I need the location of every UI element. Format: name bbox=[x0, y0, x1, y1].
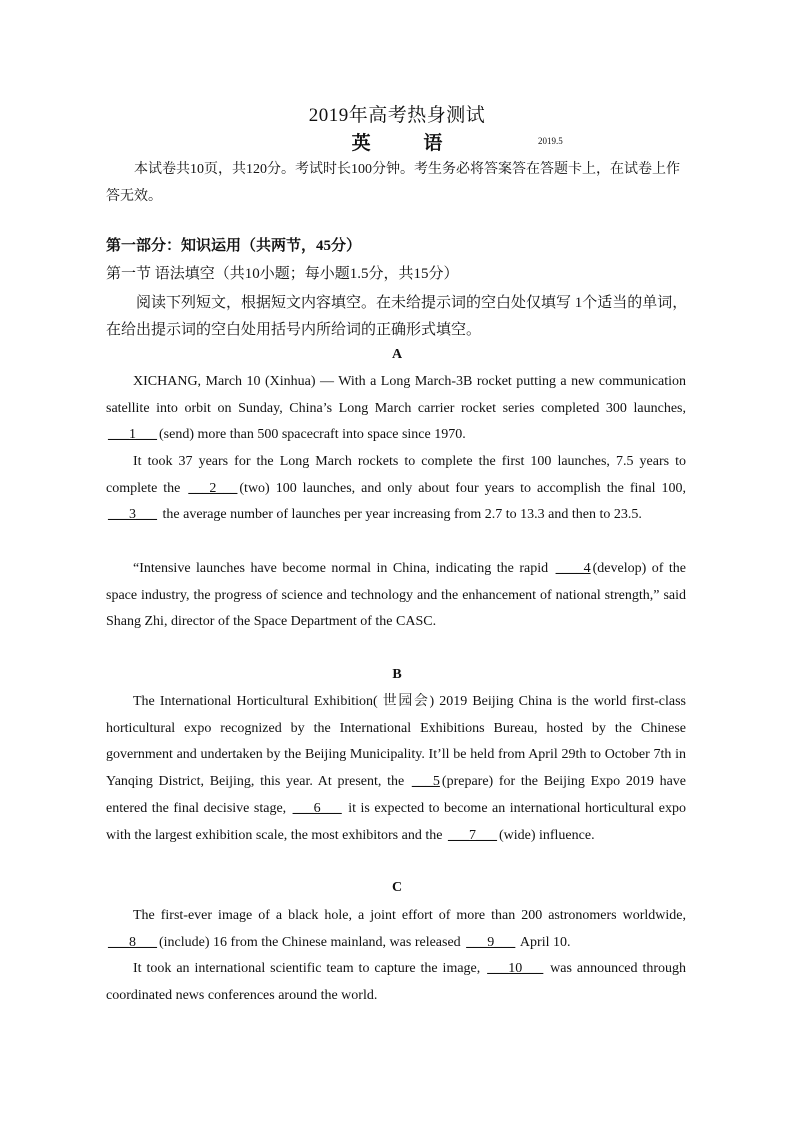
passage-a-paragraph-1 bbox=[106, 369, 686, 449]
blank-3: ___3___ bbox=[108, 507, 157, 523]
text-segment: the average number of launches per year increasing from 2.7 to 13.3 and then to 23.5. bbox=[159, 507, 642, 523]
exam-title: 2019年高考热身测试 bbox=[308, 105, 486, 126]
text-segment: The International Horticultural Exhibition( 世园会) 2019 Beijing China is the world first-class horticultural expo recognized by the International Exhibitions Bureau, hosted by the Chinese government and undertaken by the Beijing Municipality. It’ll be held from April 29th to October 7th in Yanqing District, Beijing, this year. At present, the bbox=[106, 694, 686, 790]
passage-a-paragraph-3 bbox=[106, 556, 686, 636]
text-segment: It took an international scientific team to capture the image, bbox=[133, 961, 486, 976]
subject-title: 英 语 bbox=[351, 133, 467, 154]
passage-c-label: C bbox=[391, 880, 403, 895]
text-segment: The first-ever image of a black hole, a joint effort of more than 200 astronomers worldwide, bbox=[133, 908, 686, 923]
blank-1: ___1___ bbox=[108, 427, 157, 443]
text-segment: (develop) of the space industry, the progress of science and technology and the enhancement of national strength,” said Shang Zhi, director of the Space Department of the CASC. bbox=[106, 561, 686, 630]
blank-6: ___6___ bbox=[292, 800, 342, 816]
text-segment: was announced through coordinated news conferences around the world. bbox=[106, 961, 687, 1003]
exam-instructions: 本试卷共10页，共120分。考试时长100分钟。考生务必将答案答在答题卡上，在试卷上作答无效。 bbox=[106, 162, 680, 204]
exam-date: 2019.5 bbox=[538, 136, 563, 146]
text-segment: April 10. bbox=[517, 934, 571, 950]
passage-a-paragraph-2 bbox=[106, 449, 686, 529]
passage-b-label: B bbox=[392, 667, 402, 682]
passage-a-label: A bbox=[391, 347, 403, 362]
passage-c-paragraph-2 bbox=[106, 956, 686, 1009]
text-segment: it is expected to become an international horticultural expo with the largest exhibition scale, the most exhibitors and the bbox=[106, 800, 686, 843]
section1-heading: 第一节 语法填空（共10小题；每小题1.5分，共15分） bbox=[106, 266, 459, 282]
text-segment: XICHANG, March 10 (Xinhua) — With a Long March-3B rocket putting a new communication satellite into orbit on Sunday, China’s Long March carrier rocket series completed 300 launches, bbox=[106, 374, 686, 416]
passage-b-paragraph-1 bbox=[106, 689, 686, 849]
text-segment: (send) more than 500 spacecraft into space since 1970. bbox=[159, 427, 466, 443]
text-segment: (wide) influence. bbox=[498, 827, 595, 843]
text-segment: “Intensive launches have become normal in China, indicating the rapid bbox=[133, 561, 554, 576]
section1-instructions: 阅读下列短文，根据短文内容填空。在未给提示词的空白处仅填写 1个适当的单词，在给出提示词的空白处用括号内所给词的正确形式填空。 bbox=[106, 295, 688, 338]
blank-8: ___8___ bbox=[108, 934, 157, 950]
blank-9: ___9___ bbox=[466, 934, 516, 950]
text-segment: (two) 100 launches, and only about four years to accomplish the final 100, bbox=[239, 480, 686, 496]
part1-heading: 第一部分：知识运用（共两节，45分） bbox=[106, 238, 362, 254]
passage-c-paragraph-1 bbox=[106, 903, 686, 956]
text-segment: (include) 16 from the Chinese mainland, was released bbox=[159, 934, 465, 950]
text-segment: (prepare) for the Beijing Expo 2019 have entered the final decisive stage, bbox=[106, 774, 686, 816]
blank-10: ___10___ bbox=[487, 961, 544, 976]
blank-2: ___2___ bbox=[188, 480, 238, 496]
blank-4: ____4 bbox=[555, 561, 591, 576]
blank-7: ___7___ bbox=[447, 827, 497, 843]
text-segment: It took 37 years for the Long March rockets to complete the first 100 launches, 7.5 years to complete the bbox=[106, 454, 686, 496]
blank-5: ___5 bbox=[411, 774, 440, 790]
